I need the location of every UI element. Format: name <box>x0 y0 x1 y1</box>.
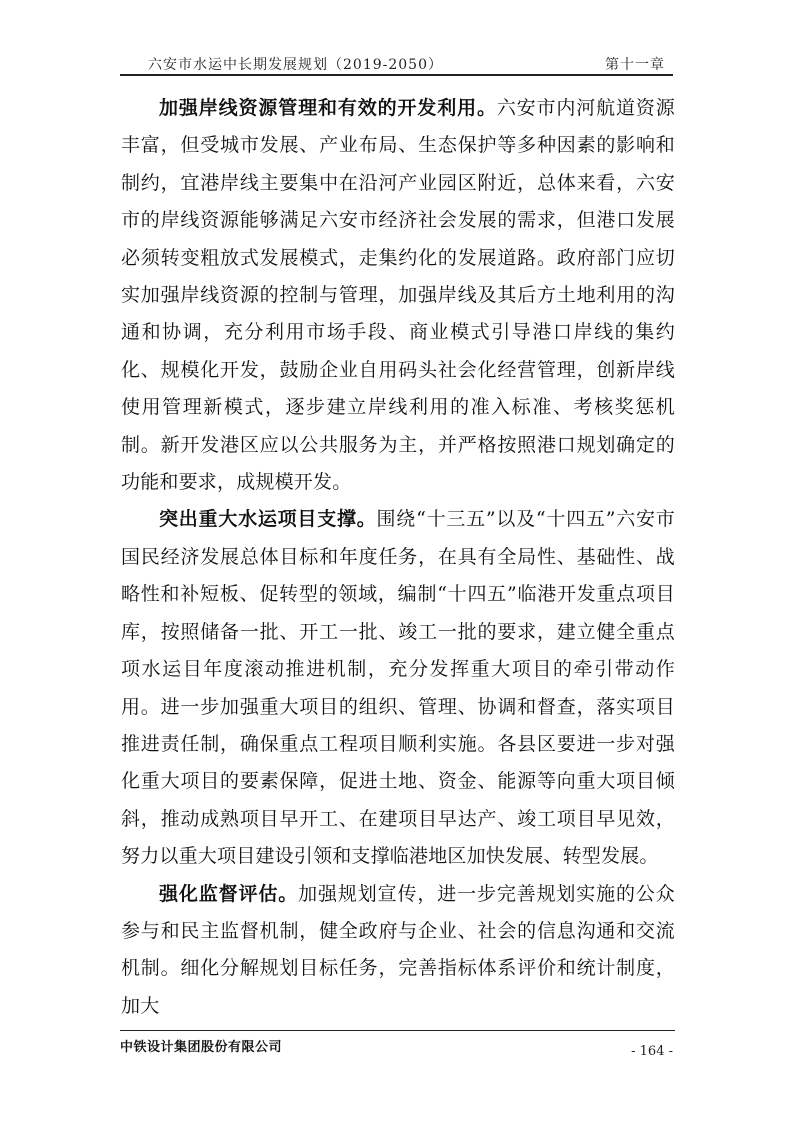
page-footer <box>120 1030 675 1070</box>
body-text <box>121 90 675 1025</box>
header-divider <box>120 74 673 76</box>
page-header <box>120 50 673 76</box>
company-name: 中铁设计集团股份有限公司 <box>120 1040 283 1055</box>
paragraph-major-projects <box>121 501 675 875</box>
paragraph-body: 六安市内河航道资源丰富，但受城市发展、产业布局、生态保护等多种因素的影响和制约，宜港岸线主要集中在沿河产业园区附近，总体来看，六安市的岸线资源能够满足六安市经济社会发展的需求，但港口发展必须转变粗放式发展模式，走集约化的发展道路。政府部门应切实加强岸线资源的控制与管理，加强岸线及其后方土地利用的沟通和协调，充分利用市场手段、商业模式引导港口岸线的集约化、规模化开发，鼓励企业自用码头社会化经营管理，创新岸线使用管理新模式，逐步建立岸线利用的准入标准、考核奖惩机制。新开发港区应以公共服务为主，并严格按照港口规划确定的功能和要求，成规模开发。 <box>121 97 675 494</box>
paragraph-body: 加强规划宣传，进一步完善规划实施的公众参与和民主监督机制，健全政府与企业、社会的信息沟通和交流机制。细化分解规划目标任务，完善指标体系评价和统计制度，加大 <box>121 882 675 1017</box>
chapter-label: 第十一章 <box>605 57 665 73</box>
document-title: 六安市水运中长期发展规划（2019-2050） <box>148 57 443 73</box>
paragraph-lead: 突出重大水运项目支撑。 <box>159 508 377 531</box>
paragraph-lead: 加强岸线资源管理和有效的开发利用。 <box>159 97 497 119</box>
page-number: - 164 - <box>631 1044 673 1059</box>
paragraph-supervision <box>121 876 675 1026</box>
paragraph-shoreline-management <box>121 90 675 501</box>
paragraph-lead: 强化监督评估。 <box>159 882 299 905</box>
paragraph-body: 围绕“十三五”以及“十四五”六安市国民经济发展总体目标和年度任务，在具有全局性、基础性、战略性和补短板、促转型的领域，编制“十四五”临港开发重点项目库，按照储备一批、开工一批、竣工一批的要求，建立健全重点项水运目年度滚动推进机制，充分发挥重大项目的牵引带动作用。进一步加强重大项目的组织、管理、协调和督查，落实项目推进责任制，确保重点工程项目顺利实施。各县区要进一步对强化重大项目的要素保障，促进土地、资金、能源等向重大项目倾斜，推动成熟项目早开工、在建项目早达产、竣工项目早见效，努力以重大项目建设引领和支撑临港地区加快发展、转型发展。 <box>121 508 675 868</box>
footer-divider <box>120 1030 675 1031</box>
